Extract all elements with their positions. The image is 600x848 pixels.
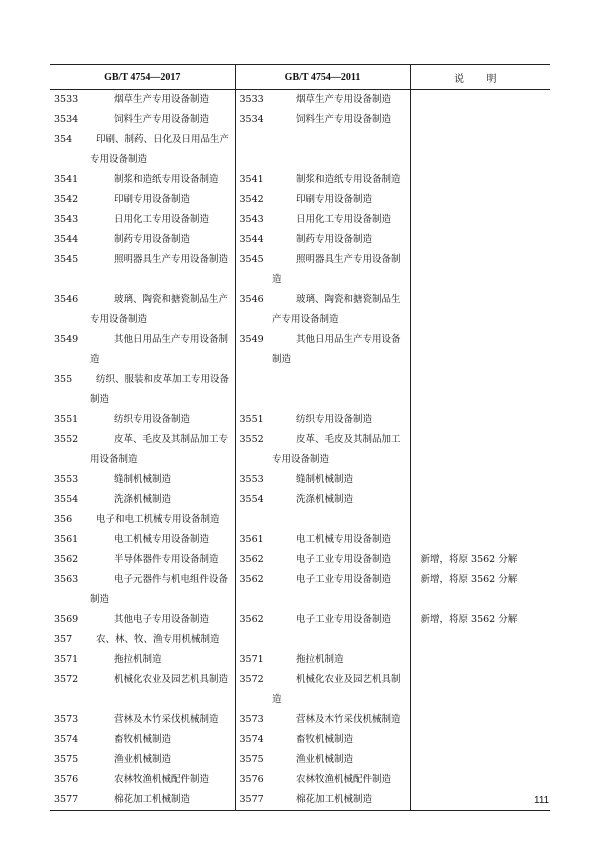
old-code-cell-text: 3576 xyxy=(239,774,264,785)
old-code-cell-text: 3562 xyxy=(239,614,264,625)
new-name-cell-text: 营林及木竹采伐机械制造 xyxy=(114,714,219,725)
old-code-cell-text: 3545 xyxy=(239,254,264,265)
new-name-cell-text: 棉花加工机械制造 xyxy=(114,794,191,805)
old-code-cell xyxy=(235,490,272,510)
table-row xyxy=(50,750,550,770)
new-code-cell xyxy=(50,430,90,470)
old-code-cell-text: 3546 xyxy=(239,294,264,305)
old-name-cell-text: 电子工业专用设备制造 xyxy=(296,554,392,565)
old-code-cell-text: 3542 xyxy=(239,194,264,205)
old-name-cell xyxy=(272,430,410,470)
old-name-cell xyxy=(272,510,410,530)
old-code-cell-text: 3573 xyxy=(239,714,264,725)
new-name-cell xyxy=(90,190,235,210)
new-name-cell xyxy=(90,770,235,790)
old-code-cell xyxy=(235,90,272,111)
note-cell xyxy=(410,610,550,630)
table-row xyxy=(50,550,550,570)
new-code-cell xyxy=(50,170,90,190)
note-cell xyxy=(410,470,550,490)
note-cell xyxy=(410,710,550,730)
old-code-cell-text: 3551 xyxy=(239,414,264,425)
new-code-cell xyxy=(50,650,90,670)
old-name-cell xyxy=(272,170,410,190)
table-row xyxy=(50,190,550,210)
old-code-cell xyxy=(235,570,272,610)
note-cell xyxy=(410,190,550,210)
note-cell xyxy=(410,230,550,250)
new-name-cell xyxy=(90,110,235,130)
old-name-cell xyxy=(272,410,410,430)
new-code-cell-text: 3563 xyxy=(54,574,79,585)
note-cell xyxy=(410,330,550,370)
new-name-cell xyxy=(90,730,235,750)
new-code-cell-text: 3569 xyxy=(54,614,79,625)
old-code-cell-text: 3572 xyxy=(239,674,264,685)
old-name-cell-text: 印刷专用设备制造 xyxy=(296,194,373,205)
new-code-cell xyxy=(50,750,90,770)
new-name-cell-text: 日用化工专用设备制造 xyxy=(114,214,210,225)
new-name-cell xyxy=(90,430,235,470)
new-name-cell-text: 拖拉机制造 xyxy=(114,654,162,665)
old-name-cell-text: 照明器具生产专用设备制造 xyxy=(272,254,401,285)
note-cell xyxy=(410,750,550,770)
old-name-cell xyxy=(272,530,410,550)
new-code-cell-text: 3577 xyxy=(54,794,79,805)
new-name-cell-text: 照明器具生产专用设备制造 xyxy=(114,254,229,265)
note-cell xyxy=(410,170,550,190)
new-name-cell xyxy=(90,510,235,530)
new-name-cell-text: 制药专用设备制造 xyxy=(114,234,191,245)
new-name-cell-text: 电工机械专用设备制造 xyxy=(114,534,210,545)
old-name-cell xyxy=(272,330,410,370)
old-code-cell xyxy=(235,290,272,330)
old-code-cell xyxy=(235,210,272,230)
note-cell xyxy=(410,430,550,470)
old-code-cell-text: 3533 xyxy=(239,94,264,105)
new-name-cell-text: 电子元器件与机电组件设备制造 xyxy=(90,574,229,605)
table-row xyxy=(50,530,550,550)
table-row xyxy=(50,470,550,490)
old-name-cell xyxy=(272,570,410,610)
new-code-cell-text: 3543 xyxy=(54,214,79,225)
new-name-cell-text: 其他日用品生产专用设备制造 xyxy=(90,334,229,365)
note-cell xyxy=(410,770,550,790)
new-name-cell xyxy=(90,570,235,610)
old-code-cell xyxy=(235,110,272,130)
new-code-cell-text: 3552 xyxy=(54,434,79,445)
new-code-cell-text: 355 xyxy=(54,374,73,385)
new-name-cell xyxy=(90,530,235,550)
new-code-cell xyxy=(50,570,90,610)
note-cell xyxy=(410,530,550,550)
old-code-cell-text: 3553 xyxy=(239,474,264,485)
new-code-cell xyxy=(50,790,90,811)
new-code-cell xyxy=(50,670,90,710)
new-name-cell xyxy=(90,230,235,250)
old-code-cell-text: 3562 xyxy=(239,554,264,565)
new-name-cell xyxy=(90,790,235,811)
old-name-cell-text: 电子工业专用设备制造 xyxy=(296,574,392,585)
new-code-cell-text: 3551 xyxy=(54,414,79,425)
table-row xyxy=(50,290,550,330)
old-code-cell xyxy=(235,710,272,730)
old-name-cell-text: 玻璃、陶瓷和搪瓷制品生产专用设备制造 xyxy=(272,294,401,325)
new-name-cell xyxy=(90,670,235,710)
new-name-cell xyxy=(90,90,235,111)
table-row xyxy=(50,130,550,170)
old-name-cell xyxy=(272,470,410,490)
note-cell xyxy=(410,290,550,330)
old-code-cell-text: 3562 xyxy=(239,574,264,585)
note-cell xyxy=(410,250,550,290)
old-name-cell xyxy=(272,650,410,670)
table-row xyxy=(50,90,550,111)
note-cell xyxy=(410,570,550,610)
table-row xyxy=(50,710,550,730)
table-row xyxy=(50,570,550,610)
new-name-cell-text: 农林牧渔机械配件制造 xyxy=(114,774,210,785)
new-name-cell xyxy=(90,750,235,770)
new-code-cell xyxy=(50,190,90,210)
old-code-cell xyxy=(235,550,272,570)
note-cell xyxy=(410,550,550,570)
old-code-cell xyxy=(235,790,272,811)
new-name-cell-text: 纺织专用设备制造 xyxy=(114,414,191,425)
new-code-cell-text: 357 xyxy=(54,634,73,645)
new-code-cell xyxy=(50,290,90,330)
new-code-cell xyxy=(50,370,90,410)
old-name-cell-text: 渔业机械制造 xyxy=(296,754,354,765)
new-name-cell-text: 印刷专用设备制造 xyxy=(114,194,191,205)
note-cell-text: 新增，将原 3562 分解 xyxy=(420,554,518,565)
new-name-cell-text: 印刷、制药、日化及日用品生产专用设备制造 xyxy=(90,134,230,165)
new-code-cell-text: 3534 xyxy=(54,114,79,125)
old-code-cell xyxy=(235,330,272,370)
old-name-cell-text: 制浆和造纸专用设备制造 xyxy=(296,174,401,185)
new-name-cell-text: 农、林、牧、渔专用机械制造 xyxy=(96,634,220,645)
old-name-cell xyxy=(272,790,410,811)
old-code-cell xyxy=(235,130,272,170)
table-body xyxy=(50,90,550,811)
old-code-cell xyxy=(235,230,272,250)
new-code-cell xyxy=(50,550,90,570)
new-code-cell-text: 3546 xyxy=(54,294,79,305)
old-name-cell-text: 饲料生产专用设备制造 xyxy=(296,114,392,125)
page-number: 111 xyxy=(534,795,550,806)
new-name-cell-text: 制浆和造纸专用设备制造 xyxy=(114,174,219,185)
table-row xyxy=(50,650,550,670)
old-code-cell-text: 3574 xyxy=(239,734,264,745)
old-code-cell xyxy=(235,430,272,470)
new-code-cell-text: 3574 xyxy=(54,734,79,745)
old-code-cell-text: 3561 xyxy=(239,534,264,545)
note-cell xyxy=(410,90,550,111)
table-row xyxy=(50,630,550,650)
note-cell xyxy=(410,490,550,510)
new-name-cell-text: 玻璃、陶瓷和搪瓷制品生产专用设备制造 xyxy=(90,294,229,325)
old-code-cell-text: 3577 xyxy=(239,794,264,805)
new-code-cell xyxy=(50,410,90,430)
new-code-cell xyxy=(50,230,90,250)
old-name-cell-text: 制药专用设备制造 xyxy=(296,234,373,245)
new-code-cell-text: 3544 xyxy=(54,234,79,245)
new-code-cell xyxy=(50,90,90,111)
old-code-cell-text: 3575 xyxy=(239,754,264,765)
new-code-cell-text: 3554 xyxy=(54,494,79,505)
header-note: 说 明 xyxy=(410,65,550,90)
old-code-cell xyxy=(235,190,272,210)
old-name-cell-text: 农林牧渔机械配件制造 xyxy=(296,774,392,785)
old-code-cell xyxy=(235,730,272,750)
old-name-cell xyxy=(272,230,410,250)
old-name-cell-text: 烟草生产专用设备制造 xyxy=(296,94,392,105)
old-name-cell-text: 棉花加工机械制造 xyxy=(296,794,373,805)
note-cell xyxy=(410,630,550,650)
new-name-cell-text: 渔业机械制造 xyxy=(114,754,172,765)
new-name-cell-text: 机械化农业及园艺机具制造 xyxy=(114,674,229,685)
old-code-cell xyxy=(235,470,272,490)
new-code-cell xyxy=(50,730,90,750)
old-name-cell-text: 缝制机械制造 xyxy=(296,474,354,485)
old-name-cell xyxy=(272,210,410,230)
new-name-cell xyxy=(90,610,235,630)
table-row xyxy=(50,250,550,290)
old-name-cell-text: 其他日用品生产专用设备制造 xyxy=(272,334,401,365)
old-name-cell-text: 畜牧机械制造 xyxy=(296,734,354,745)
table-row xyxy=(50,490,550,510)
new-name-cell-text: 半导体器件专用设备制造 xyxy=(114,554,219,565)
old-name-cell-text: 营林及木竹采伐机械制造 xyxy=(296,714,401,725)
new-name-cell xyxy=(90,550,235,570)
old-code-cell xyxy=(235,650,272,670)
new-code-cell-text: 3576 xyxy=(54,774,79,785)
new-name-cell xyxy=(90,650,235,670)
new-code-cell-text: 3573 xyxy=(54,714,79,725)
new-code-cell-text: 3545 xyxy=(54,254,79,265)
old-name-cell xyxy=(272,550,410,570)
new-name-cell xyxy=(90,330,235,370)
new-code-cell xyxy=(50,530,90,550)
new-name-cell xyxy=(90,130,235,170)
old-name-cell xyxy=(272,370,410,410)
old-name-cell xyxy=(272,730,410,750)
old-name-cell-text: 洗涤机械制造 xyxy=(296,494,354,505)
header-old-standard: GB/T 4754—2011 xyxy=(235,65,410,90)
new-code-cell-text: 3575 xyxy=(54,754,79,765)
old-code-cell xyxy=(235,750,272,770)
old-code-cell xyxy=(235,410,272,430)
old-name-cell xyxy=(272,250,410,290)
new-name-cell xyxy=(90,490,235,510)
old-name-cell xyxy=(272,750,410,770)
note-cell xyxy=(410,650,550,670)
old-code-cell xyxy=(235,170,272,190)
new-name-cell-text: 纺织、服装和皮革加工专用设备制造 xyxy=(90,374,230,405)
table-row xyxy=(50,790,550,811)
new-name-cell xyxy=(90,210,235,230)
new-code-cell xyxy=(50,250,90,290)
table-row xyxy=(50,110,550,130)
note-cell xyxy=(410,370,550,410)
new-code-cell xyxy=(50,630,90,650)
old-code-cell xyxy=(235,370,272,410)
old-name-cell-text: 电工机械专用设备制造 xyxy=(296,534,392,545)
old-name-cell-text: 纺织专用设备制造 xyxy=(296,414,373,425)
note-cell xyxy=(410,210,550,230)
new-name-cell-text: 缝制机械制造 xyxy=(114,474,172,485)
new-code-cell xyxy=(50,470,90,490)
new-code-cell xyxy=(50,710,90,730)
old-code-cell-text: 3534 xyxy=(239,114,264,125)
new-code-cell-text: 3541 xyxy=(54,174,79,185)
new-name-cell-text: 电子和电工机械专用设备制造 xyxy=(96,514,220,525)
table-row xyxy=(50,770,550,790)
old-code-cell-text: 3571 xyxy=(239,654,264,665)
new-code-cell xyxy=(50,110,90,130)
new-code-cell-text: 354 xyxy=(54,134,73,145)
new-name-cell xyxy=(90,410,235,430)
old-code-cell xyxy=(235,630,272,650)
new-name-cell xyxy=(90,250,235,290)
old-name-cell-text: 机械化农业及园艺机具制造 xyxy=(272,674,401,705)
new-code-cell-text: 356 xyxy=(54,514,73,525)
old-name-cell-text: 电子工业专用设备制造 xyxy=(296,614,392,625)
new-code-cell-text: 3571 xyxy=(54,654,79,665)
old-name-cell xyxy=(272,770,410,790)
old-name-cell-text: 日用化工专用设备制造 xyxy=(296,214,392,225)
new-name-cell-text: 皮革、毛皮及其制品加工专用设备制造 xyxy=(90,434,229,465)
table-row xyxy=(50,670,550,710)
note-cell xyxy=(410,410,550,430)
old-code-cell xyxy=(235,610,272,630)
new-code-cell-text: 3533 xyxy=(54,94,79,105)
note-cell xyxy=(410,510,550,530)
new-code-cell-text: 3553 xyxy=(54,474,79,485)
new-code-cell xyxy=(50,210,90,230)
table-row xyxy=(50,410,550,430)
new-code-cell xyxy=(50,490,90,510)
old-name-cell xyxy=(272,110,410,130)
table-row xyxy=(50,610,550,630)
table-row xyxy=(50,210,550,230)
old-name-cell xyxy=(272,290,410,330)
old-name-cell-text: 皮革、毛皮及其制品加工专用设备制造 xyxy=(272,434,401,465)
new-name-cell xyxy=(90,370,235,410)
new-code-cell-text: 3561 xyxy=(54,534,79,545)
note-cell xyxy=(410,670,550,710)
new-code-cell-text: 3549 xyxy=(54,334,79,345)
old-name-cell xyxy=(272,90,410,111)
new-code-cell-text: 3562 xyxy=(54,554,79,565)
new-code-cell xyxy=(50,510,90,530)
new-name-cell-text: 其他电子专用设备制造 xyxy=(114,614,210,625)
old-name-cell xyxy=(272,490,410,510)
old-code-cell-text: 3549 xyxy=(239,334,264,345)
new-name-cell xyxy=(90,170,235,190)
old-name-cell xyxy=(272,130,410,170)
table-row xyxy=(50,330,550,370)
correspondence-table xyxy=(50,64,550,811)
old-code-cell xyxy=(235,670,272,710)
old-code-cell xyxy=(235,250,272,290)
old-code-cell-text: 3544 xyxy=(239,234,264,245)
new-code-cell xyxy=(50,610,90,630)
new-code-cell xyxy=(50,770,90,790)
new-name-cell xyxy=(90,290,235,330)
new-name-cell xyxy=(90,630,235,650)
old-code-cell-text: 3554 xyxy=(239,494,264,505)
old-code-cell xyxy=(235,770,272,790)
note-cell xyxy=(410,130,550,170)
old-code-cell-text: 3541 xyxy=(239,174,264,185)
old-code-cell-text: 3543 xyxy=(239,214,264,225)
table-row xyxy=(50,370,550,410)
header-new-standard: GB/T 4754—2017 xyxy=(50,65,235,90)
old-name-cell xyxy=(272,190,410,210)
old-name-cell xyxy=(272,710,410,730)
new-code-cell xyxy=(50,330,90,370)
new-name-cell-text: 洗涤机械制造 xyxy=(114,494,172,505)
note-cell xyxy=(410,110,550,130)
new-code-cell-text: 3572 xyxy=(54,674,79,685)
old-code-cell xyxy=(235,510,272,530)
table-row xyxy=(50,430,550,470)
old-name-cell xyxy=(272,670,410,710)
note-cell xyxy=(410,790,550,811)
old-name-cell-text: 拖拉机制造 xyxy=(296,654,344,665)
table-row xyxy=(50,230,550,250)
table-row xyxy=(50,730,550,750)
note-cell-text: 新增，将原 3562 分解 xyxy=(420,574,518,585)
old-code-cell-text: 3552 xyxy=(239,434,264,445)
new-code-cell xyxy=(50,130,90,170)
new-name-cell xyxy=(90,710,235,730)
new-name-cell-text: 饲料生产专用设备制造 xyxy=(114,114,210,125)
new-code-cell-text: 3542 xyxy=(54,194,79,205)
old-code-cell xyxy=(235,530,272,550)
table-row xyxy=(50,170,550,190)
table-row xyxy=(50,510,550,530)
old-name-cell xyxy=(272,610,410,630)
old-name-cell xyxy=(272,630,410,650)
new-name-cell-text: 畜牧机械制造 xyxy=(114,734,172,745)
table-header-row xyxy=(50,65,550,90)
note-cell-text: 新增，将原 3562 分解 xyxy=(420,614,518,625)
new-name-cell xyxy=(90,470,235,490)
note-cell xyxy=(410,730,550,750)
new-name-cell-text: 烟草生产专用设备制造 xyxy=(114,94,210,105)
